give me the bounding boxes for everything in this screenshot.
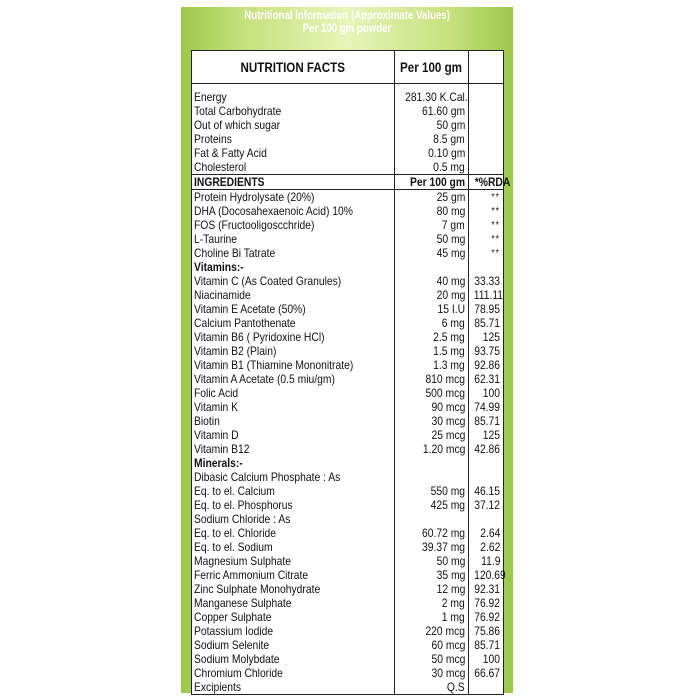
ingredient-row bbox=[192, 652, 504, 666]
row-rda: 76.92 bbox=[469, 596, 504, 610]
row-name: Sodium Molybdate bbox=[192, 652, 395, 666]
per-100gm-heading: Per 100 gm bbox=[395, 51, 469, 84]
row-rda: 92.86 bbox=[469, 358, 504, 372]
row-value: 500 mcg bbox=[395, 386, 469, 400]
row-rda: 125 bbox=[469, 428, 504, 442]
nutrition-fact-row bbox=[192, 146, 504, 160]
ingredient-row bbox=[192, 470, 504, 484]
row-rda: 100 bbox=[469, 652, 504, 666]
row-name: Magnesium Sulphate bbox=[192, 554, 395, 568]
row-rda: 2.62 bbox=[469, 540, 504, 554]
ingredient-row bbox=[192, 680, 504, 695]
row-rda: ** bbox=[469, 232, 504, 246]
nutrition-fact-row bbox=[192, 90, 504, 104]
ingredient-row bbox=[192, 582, 504, 596]
row-rda bbox=[469, 90, 504, 104]
row-name: INGREDIENTS bbox=[192, 175, 395, 190]
row-rda: 66.67 bbox=[469, 666, 504, 680]
row-name: Sodium Selenite bbox=[192, 638, 395, 652]
row-rda: 125 bbox=[469, 330, 504, 344]
row-name: Proteins bbox=[192, 132, 395, 146]
row-value: 30 mcg bbox=[395, 666, 469, 680]
ingredient-row bbox=[192, 512, 504, 526]
row-rda: *%RDA bbox=[469, 175, 504, 190]
row-name: Vitamin B6 ( Pyridoxine HCl) bbox=[192, 330, 395, 344]
row-rda: 93.75 bbox=[469, 344, 504, 358]
header-title: Nutritional Information (Approximate Values) bbox=[244, 10, 450, 22]
row-name: Copper Sulphate bbox=[192, 610, 395, 624]
row-value: 90 mcg bbox=[395, 400, 469, 414]
ingredient-row bbox=[192, 610, 504, 624]
row-value: 35 mg bbox=[395, 568, 469, 582]
row-value: 6 mg bbox=[395, 316, 469, 330]
row-rda: 78.95 bbox=[469, 302, 504, 316]
ingredient-row bbox=[192, 428, 504, 442]
row-rda: 85.71 bbox=[469, 638, 504, 652]
label-header bbox=[208, 10, 487, 36]
row-rda: 74.99 bbox=[469, 400, 504, 414]
nutrition-fact-row bbox=[192, 104, 504, 118]
row-value: 0.5 mg bbox=[395, 160, 469, 175]
row-name: Sodium Chloride : As bbox=[192, 512, 395, 526]
row-rda bbox=[469, 260, 504, 274]
ingredient-row bbox=[192, 666, 504, 680]
row-rda: 111.11 bbox=[469, 288, 504, 302]
nutrition-fact-row bbox=[192, 160, 504, 175]
nutrition-facts-heading: NUTRITION FACTS bbox=[192, 51, 395, 84]
blank-heading bbox=[469, 51, 504, 84]
row-name: Ferric Ammonium Citrate bbox=[192, 568, 395, 582]
row-name: Vitamin C (As Coated Granules) bbox=[192, 274, 395, 288]
row-value: 30 mcg bbox=[395, 414, 469, 428]
ingredient-row bbox=[192, 302, 504, 316]
row-rda: 85.71 bbox=[469, 316, 504, 330]
nutrition-fact-row bbox=[192, 118, 504, 132]
nutrition-table bbox=[191, 50, 511, 695]
ingredient-row bbox=[192, 484, 504, 498]
row-rda: 85.71 bbox=[469, 414, 504, 428]
row-value: 12 mg bbox=[395, 582, 469, 596]
row-rda: 76.92 bbox=[469, 610, 504, 624]
row-name: Biotin bbox=[192, 414, 395, 428]
row-value: 25 gm bbox=[395, 190, 469, 205]
nutrition-fact-row bbox=[192, 132, 504, 146]
ingredient-row bbox=[192, 554, 504, 568]
row-name: Minerals:- bbox=[192, 456, 395, 470]
ingredient-row bbox=[192, 288, 504, 302]
row-value bbox=[395, 260, 469, 274]
row-name: Total Carbohydrate bbox=[192, 104, 395, 118]
row-rda bbox=[469, 680, 504, 695]
row-value: 0.10 gm bbox=[395, 146, 469, 160]
row-value: 39.37 mg bbox=[395, 540, 469, 554]
ingredient-row bbox=[192, 330, 504, 344]
row-name: Vitamin B12 bbox=[192, 442, 395, 456]
row-name: L-Taurine bbox=[192, 232, 395, 246]
row-rda: 33.33 bbox=[469, 274, 504, 288]
row-name: Vitamin B1 (Thiamine Mononitrate) bbox=[192, 358, 395, 372]
ingredient-row bbox=[192, 372, 504, 386]
ingredient-row bbox=[192, 568, 504, 582]
row-rda: 92.31 bbox=[469, 582, 504, 596]
row-value: 2.5 mg bbox=[395, 330, 469, 344]
row-value: 50 gm bbox=[395, 118, 469, 132]
ingredient-row bbox=[192, 358, 504, 372]
row-rda: 120.69 bbox=[469, 568, 504, 582]
row-name: Vitamins:- bbox=[192, 260, 395, 274]
row-value: 60 mcg bbox=[395, 638, 469, 652]
ingredient-row bbox=[192, 526, 504, 540]
ingredient-row bbox=[192, 274, 504, 288]
row-name: Eq. to el. Chloride bbox=[192, 526, 395, 540]
row-name: FOS (Fructooligoscchride) bbox=[192, 218, 395, 232]
row-name: Calcium Pantothenate bbox=[192, 316, 395, 330]
ingredient-row bbox=[192, 498, 504, 512]
nutrition-label-card bbox=[181, 7, 513, 693]
row-name: Eq. to el. Phosphorus bbox=[192, 498, 395, 512]
row-value bbox=[395, 512, 469, 526]
row-rda: 42.86 bbox=[469, 442, 504, 456]
table-header-row bbox=[192, 51, 504, 84]
ingredient-row bbox=[192, 344, 504, 358]
row-value: 80 mg bbox=[395, 204, 469, 218]
ingredient-row bbox=[192, 540, 504, 554]
row-rda: ** bbox=[469, 218, 504, 232]
row-rda: 100 bbox=[469, 386, 504, 400]
row-value: 50 mg bbox=[395, 232, 469, 246]
header-subtitle: Per 100 gm powder bbox=[302, 23, 392, 35]
row-rda: 37.12 bbox=[469, 498, 504, 512]
row-name: Protein Hydrolysate (20%) bbox=[192, 190, 395, 205]
row-rda bbox=[469, 132, 504, 146]
row-value: 60.72 mg bbox=[395, 526, 469, 540]
row-value: 425 mg bbox=[395, 498, 469, 512]
row-rda: ** bbox=[469, 246, 504, 260]
row-value: 1.20 mcg bbox=[395, 442, 469, 456]
row-name: Folic Acid bbox=[192, 386, 395, 400]
row-value: 7 gm bbox=[395, 218, 469, 232]
row-name: Dibasic Calcium Phosphate : As bbox=[192, 470, 395, 484]
ingredients-header-row bbox=[192, 175, 504, 190]
row-rda bbox=[469, 146, 504, 160]
row-rda bbox=[469, 456, 504, 470]
row-value: 25 mcg bbox=[395, 428, 469, 442]
row-value: 1.5 mg bbox=[395, 344, 469, 358]
row-name: Eq. to el. Sodium bbox=[192, 540, 395, 554]
row-value: 281.30 K.Cal. bbox=[395, 90, 469, 104]
row-rda bbox=[469, 104, 504, 118]
ingredient-row bbox=[192, 442, 504, 456]
ingredient-row bbox=[192, 386, 504, 400]
ingredient-row bbox=[192, 638, 504, 652]
row-value bbox=[395, 456, 469, 470]
ingredient-row bbox=[192, 596, 504, 610]
row-rda bbox=[469, 118, 504, 132]
row-name: Chromium Chloride bbox=[192, 666, 395, 680]
row-rda bbox=[469, 512, 504, 526]
row-name: Cholesterol bbox=[192, 160, 395, 175]
row-name: Energy bbox=[192, 90, 395, 104]
row-name: Vitamin D bbox=[192, 428, 395, 442]
row-value: 220 mcg bbox=[395, 624, 469, 638]
ingredient-row bbox=[192, 190, 504, 205]
row-rda: ** bbox=[469, 190, 504, 205]
row-value: 40 mg bbox=[395, 274, 469, 288]
row-name: Eq. to el. Calcium bbox=[192, 484, 395, 498]
row-value: 45 mg bbox=[395, 246, 469, 260]
row-value: 61.60 gm bbox=[395, 104, 469, 118]
row-value: 20 mg bbox=[395, 288, 469, 302]
row-rda bbox=[469, 470, 504, 484]
row-name: Vitamin K bbox=[192, 400, 395, 414]
row-value: 50 mcg bbox=[395, 652, 469, 666]
ingredient-row bbox=[192, 456, 504, 470]
row-rda: 11.9 bbox=[469, 554, 504, 568]
row-rda: ** bbox=[469, 204, 504, 218]
ingredient-row bbox=[192, 246, 504, 260]
row-name: DHA (Docosahexaenoic Acid) 10% bbox=[192, 204, 395, 218]
row-value: 2 mg bbox=[395, 596, 469, 610]
ingredient-row bbox=[192, 260, 504, 274]
row-name: Fat & Fatty Acid bbox=[192, 146, 395, 160]
ingredient-row bbox=[192, 232, 504, 246]
row-name: Vitamin E Acetate (50%) bbox=[192, 302, 395, 316]
row-rda: 62.31 bbox=[469, 372, 504, 386]
row-value: 8.5 gm bbox=[395, 132, 469, 146]
row-value: 1 mg bbox=[395, 610, 469, 624]
row-rda bbox=[469, 160, 504, 175]
row-value: 810 mcg bbox=[395, 372, 469, 386]
row-rda: 2.64 bbox=[469, 526, 504, 540]
row-name: Excipients bbox=[192, 680, 395, 695]
row-name: Niacinamide bbox=[192, 288, 395, 302]
row-value bbox=[395, 470, 469, 484]
row-name: Vitamin A Acetate (0.5 miu/gm) bbox=[192, 372, 395, 386]
row-rda: 75.86 bbox=[469, 624, 504, 638]
row-value: Per 100 gm bbox=[395, 175, 469, 190]
row-rda: 46.15 bbox=[469, 484, 504, 498]
row-name: Zinc Sulphate Monohydrate bbox=[192, 582, 395, 596]
row-name: Choline Bi Tatrate bbox=[192, 246, 395, 260]
ingredient-row bbox=[192, 204, 504, 218]
row-name: Out of which sugar bbox=[192, 118, 395, 132]
row-value: Q.S bbox=[395, 680, 469, 695]
row-value: 550 mg bbox=[395, 484, 469, 498]
row-value: 50 mg bbox=[395, 554, 469, 568]
ingredient-row bbox=[192, 624, 504, 638]
ingredient-row bbox=[192, 414, 504, 428]
row-value: 1.3 mg bbox=[395, 358, 469, 372]
row-name: Manganese Sulphate bbox=[192, 596, 395, 610]
row-name: Potassium Iodide bbox=[192, 624, 395, 638]
row-name: Vitamin B2 (Plain) bbox=[192, 344, 395, 358]
ingredient-row bbox=[192, 316, 504, 330]
row-value: 15 I.U bbox=[395, 302, 469, 316]
ingredient-row bbox=[192, 218, 504, 232]
ingredient-row bbox=[192, 400, 504, 414]
